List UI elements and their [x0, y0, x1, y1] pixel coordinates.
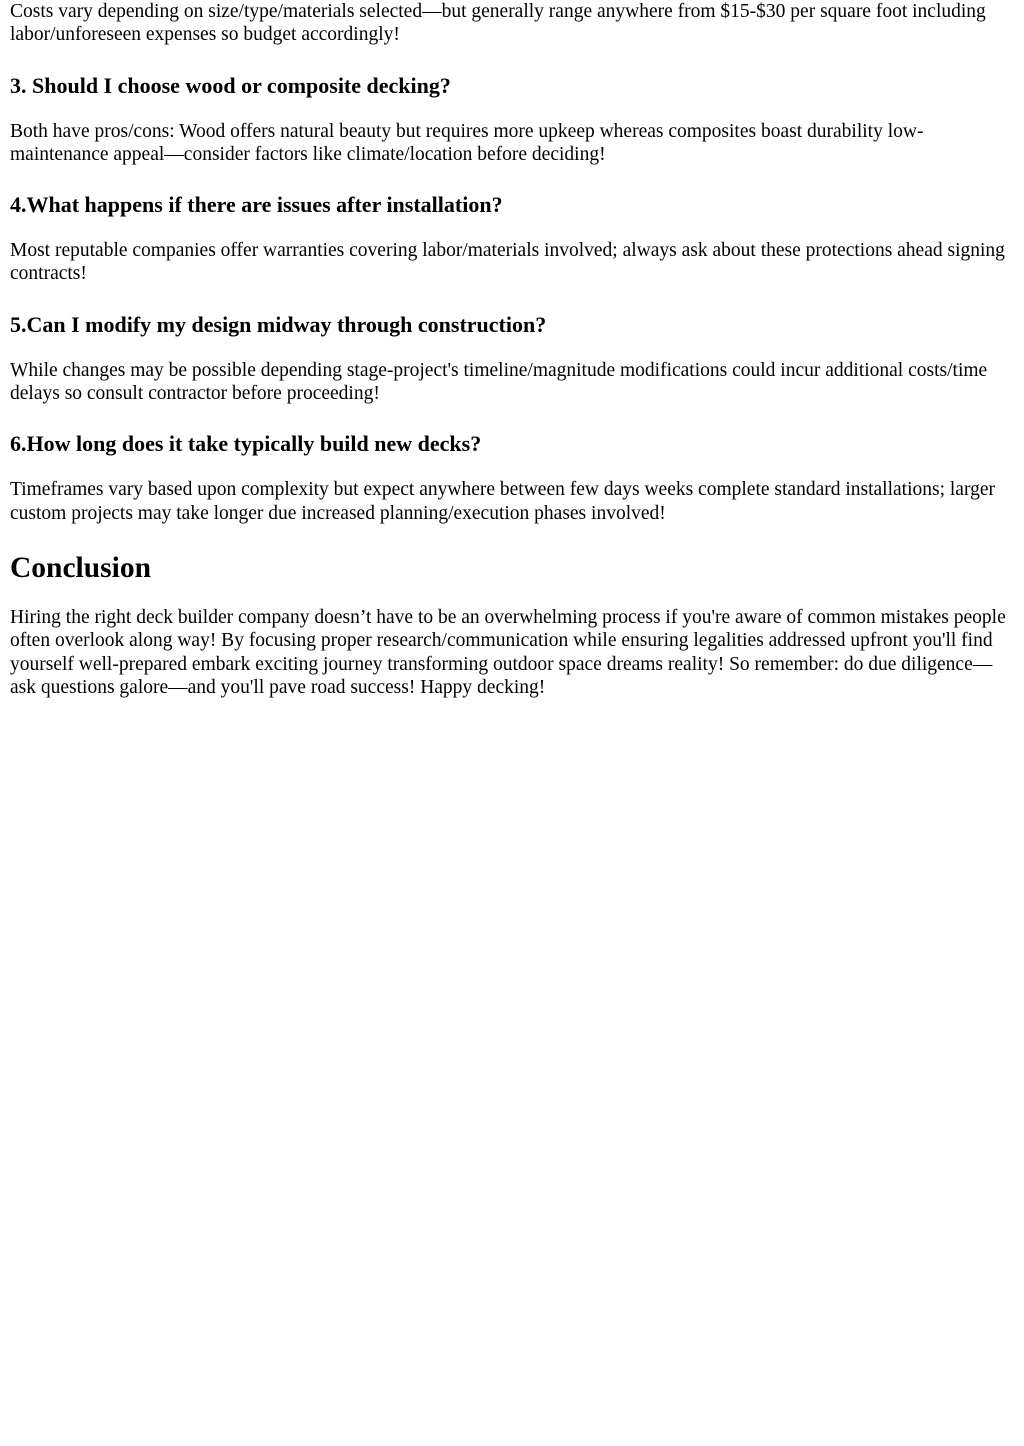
- faq-answer-4: Most reputable companies offer warranties covering labor/materials involved; always ask about these protections ahead signing contracts!: [10, 240, 1005, 285]
- faq-question-6: 6.How long does it take typically build new decks?: [10, 431, 482, 457]
- faq-answer-6: Timeframes vary based upon complexity but expect anywhere between few days weeks complete standard installations; larger custom projects may take longer due increased planning/execution phases involved!: [10, 479, 995, 524]
- faq-answer-5: While changes may be possible depending stage-project's timeline/magnitude modifications could incur additional costs/time delays so consult contractor before proceeding!: [10, 359, 988, 405]
- conclusion-paragraph: Hiring the right deck builder company doesn’t have to be an overwhelming process if you're aware of common mistakes people often overlook along way! By focusing proper research/communication while ensuring legalities addressed upfront you'll find yourself well-prepared embark exciting journey transforming outdoor space dreams reality! So remember: do due diligence—ask questions galore—and you'll pave road success! Happy decking!: [10, 606, 1006, 698]
- conclusion-heading: Conclusion: [10, 551, 151, 584]
- intro-paragraph: Costs vary depending on size/type/materials selected—but generally range anywhere from $15-$30 per square foot including labor/unforeseen expenses so budget accordingly!: [10, 1, 986, 46]
- faq-question-3: 3. Should I choose wood or composite decking?: [10, 72, 451, 98]
- faq-question-5: 5.Can I modify my design midway through construction?: [10, 311, 547, 337]
- faq-question-4: 4.What happens if there are issues after installation?: [10, 192, 503, 218]
- faq-answer-3: Both have pros/cons: Wood offers natural beauty but requires more upkeep whereas composites boast durability low-maintenance appeal—consider factors like climate/location before deciding!: [10, 120, 924, 165]
- article-body: [0, 0, 1024, 699]
